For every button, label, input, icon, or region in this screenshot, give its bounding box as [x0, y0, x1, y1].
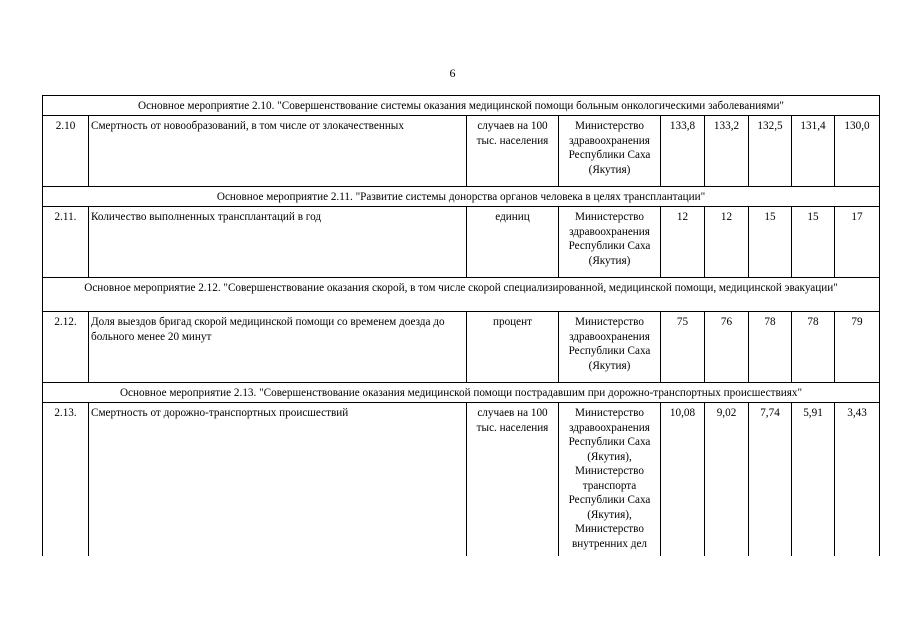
value-cell: 75 — [661, 312, 705, 383]
value-cell: 79 — [835, 312, 880, 383]
page-number: 6 — [449, 66, 456, 80]
value-cell: 78 — [749, 312, 792, 383]
value-cell: 12 — [661, 207, 705, 278]
unit-cell: единиц — [467, 207, 559, 278]
value-cell: 133,8 — [661, 116, 705, 187]
indicators-table — [42, 95, 880, 556]
value-cell: 5,91 — [792, 403, 835, 557]
value-cell: 130,0 — [835, 116, 880, 187]
value-cell: 17 — [835, 207, 880, 278]
responsible-cell: Министерство здравоохранения Республики Саха (Якутия) — [559, 116, 661, 187]
section-heading: Основное мероприятие 2.13. "Совершенствование оказания медицинской помощи пострадавшим при дорожно-транспортных происшествиях" — [43, 383, 880, 403]
value-cell: 133,2 — [705, 116, 749, 187]
row-number: 2.11. — [43, 207, 89, 278]
unit-cell: процент — [467, 312, 559, 383]
section-heading-row — [43, 383, 880, 403]
value-cell: 131,4 — [792, 116, 835, 187]
indicator-name: Смертность от дорожно-транспортных происшествий — [89, 403, 467, 557]
table-row — [43, 207, 880, 278]
table-row — [43, 312, 880, 383]
value-cell: 12 — [705, 207, 749, 278]
section-heading-row — [43, 187, 880, 207]
indicator-name: Доля выездов бригад скорой медицинской помощи со временем доезда до больного менее 20 минут — [89, 312, 467, 383]
row-number: 2.12. — [43, 312, 89, 383]
section-heading: Основное мероприятие 2.11. "Развитие системы донорства органов человека в целях трансплантации" — [43, 187, 880, 207]
value-cell: 15 — [792, 207, 835, 278]
section-heading-row — [43, 278, 880, 312]
value-cell: 76 — [705, 312, 749, 383]
value-cell: 132,5 — [749, 116, 792, 187]
value-cell: 78 — [792, 312, 835, 383]
table-row — [43, 403, 880, 557]
responsible-cell: Министерство здравоохранения Республики Саха (Якутия), Министерство транспорта Республики Саха (Якутия), Министерство внутренних дел — [559, 403, 661, 557]
table-row — [43, 116, 880, 187]
unit-cell: случаев на 100 тыс. населения — [467, 116, 559, 187]
value-cell: 7,74 — [749, 403, 792, 557]
value-cell: 10,08 — [661, 403, 705, 557]
indicator-name: Количество выполненных трансплантаций в год — [89, 207, 467, 278]
unit-cell: случаев на 100 тыс. населения — [467, 403, 559, 557]
section-heading: Основное мероприятие 2.10. "Совершенствование системы оказания медицинской помощи больным онкологическими заболеваниями" — [43, 96, 880, 116]
value-cell: 9,02 — [705, 403, 749, 557]
value-cell: 15 — [749, 207, 792, 278]
section-heading-row — [43, 96, 880, 116]
responsible-cell: Министерство здравоохранения Республики Саха (Якутия) — [559, 312, 661, 383]
row-number: 2.13. — [43, 403, 89, 557]
responsible-cell: Министерство здравоохранения Республики Саха (Якутия) — [559, 207, 661, 278]
indicator-name: Смертность от новообразований, в том числе от злокачественных — [89, 116, 467, 187]
row-number: 2.10 — [43, 116, 89, 187]
section-heading: Основное мероприятие 2.12. "Совершенствование оказания скорой, в том числе скорой специализированной, медицинской помощи, медицинской эвакуации" — [43, 278, 880, 312]
value-cell: 3,43 — [835, 403, 880, 557]
